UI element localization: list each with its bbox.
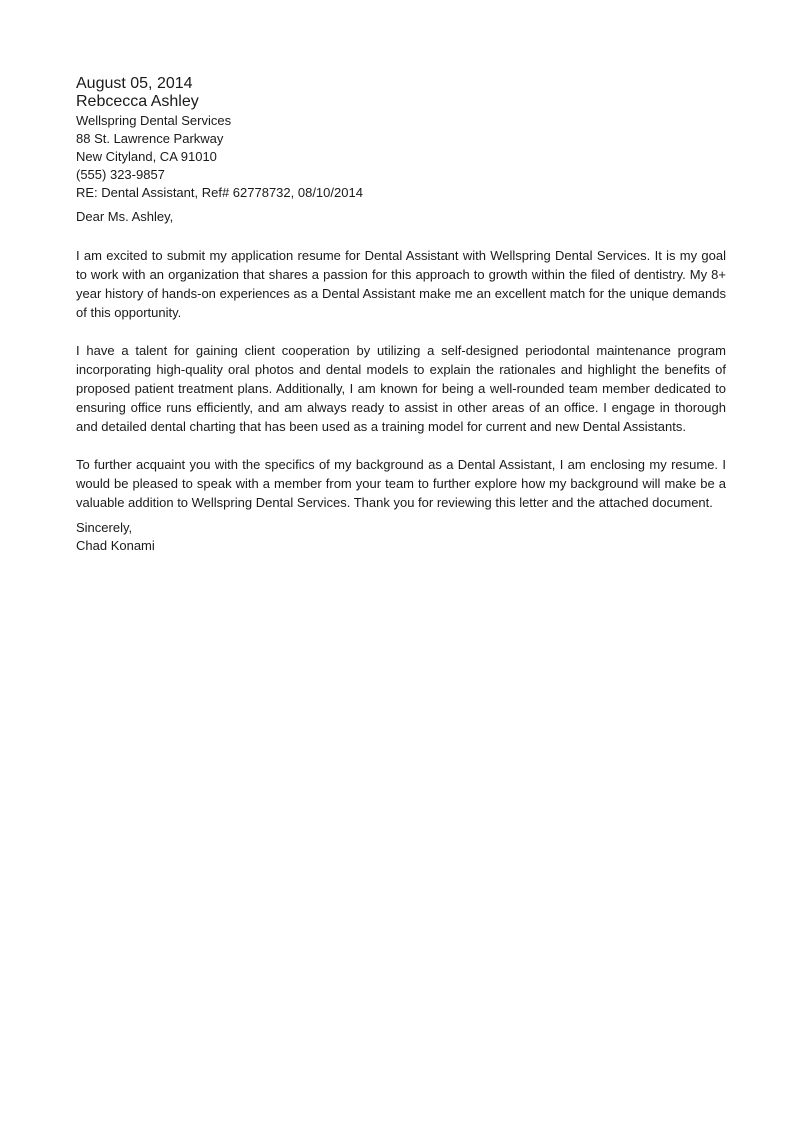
reference-line: RE: Dental Assistant, Ref# 62778732, 08/10/2014 — [76, 185, 363, 200]
recipient-city-line: New Cityland, CA 91010 — [76, 149, 217, 164]
recipient-phone: (555) 323-9857 — [76, 167, 165, 182]
body-paragraph-1: I am excited to submit my application resume for Dental Assistant with Wellspring Dental Services. It is my goal to work with an organization that shares a passion for this approach to growth within the filed of dentistry. My 8+ year history of hands-on experiences as a Dental Assistant make me an excellent match for the unique demands of this opportunity. — [76, 248, 726, 320]
body-paragraph-3: To further acquaint you with the specifics of my background as a Dental Assistant, I am enclosing my resume. I would be pleased to speak with a member from your team to further explore how my background will make be a valuable addition to Wellspring Dental Services. Thank you for reviewing this letter and the attached document. — [76, 457, 726, 510]
salutation: Dear Ms. Ashley, — [76, 209, 174, 224]
cover-letter — [76, 74, 726, 555]
recipient-street: 88 St. Lawrence Parkway — [76, 131, 224, 146]
body-paragraph-2: I have a talent for gaining client cooperation by utilizing a self-designed periodontal maintenance program incorporating high-quality oral photos and dental models to explain the rationales and highlight the benefits of proposed patient treatment plans. Additionally, I am known for being a well-rounded team member dedicated to ensuring office runs efficiently, and am always ready to assist in other areas of an office. I engage in thorough and detailed dental charting that has been used as a training model for current and new Dental Assistants. — [76, 343, 726, 434]
closing: Sincerely, — [76, 520, 133, 535]
letter-date: August 05, 2014 — [76, 75, 193, 92]
recipient-address-block — [76, 112, 726, 202]
recipient-company: Wellspring Dental Services — [76, 113, 232, 128]
recipient-name: Rebcecca Ashley — [76, 93, 199, 110]
signature-name: Chad Konami — [76, 538, 155, 553]
